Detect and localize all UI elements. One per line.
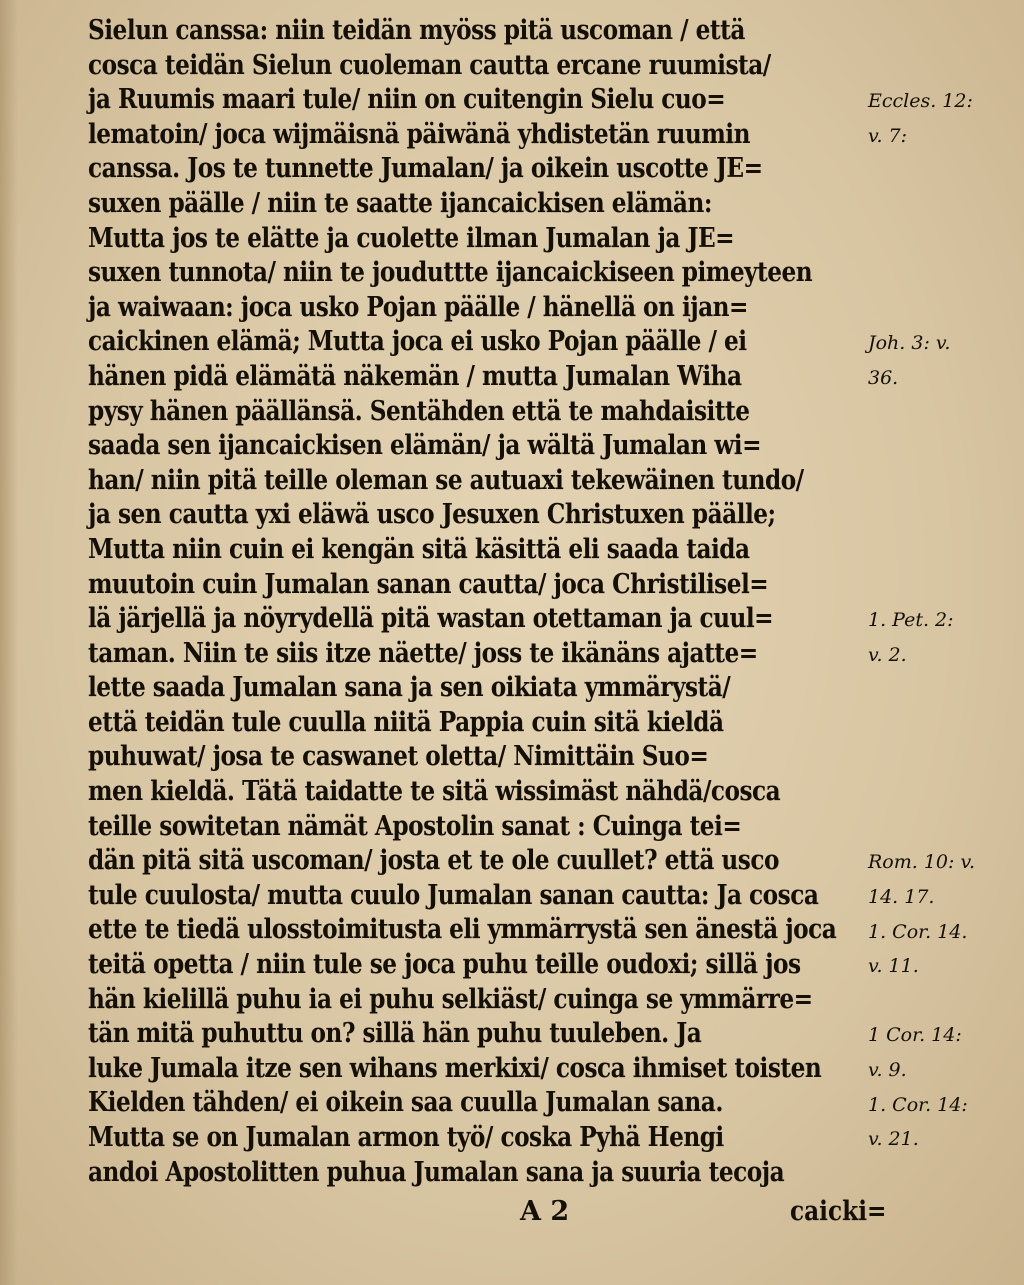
margin-reference: Eccles. 12: bbox=[868, 90, 973, 113]
text-line: Mutta niin cuin ei kengän sitä käsittä eli saada taida bbox=[88, 533, 750, 565]
text-line: Kielden tähden/ ei oikein saa cuulla Jumalan sana. bbox=[88, 1087, 723, 1119]
text-line: men kieldä. Tätä taidatte te sitä wissimäst nähdä/cosca bbox=[88, 776, 781, 808]
text-line: lä järjellä ja nöyrydellä pitä wastan otettaman ja cuul= bbox=[88, 603, 774, 635]
margin-reference: v. 7: bbox=[868, 124, 908, 147]
margin-reference: 1. Pet. 2: bbox=[868, 609, 954, 632]
margin-reference: 36. bbox=[868, 367, 899, 389]
margin-reference: Rom. 10: v. bbox=[868, 851, 975, 874]
text-line: caickinen elämä; Mutta joca ei usko Pojan päälle / ei bbox=[88, 326, 747, 358]
text-line: että teidän tule cuulla niitä Pappia cuin sitä kieldä bbox=[88, 706, 724, 738]
text-line: teitä opetta / niin tule se joca puhu teille oudoxi; sillä jos bbox=[88, 949, 801, 981]
text-line: ette te tiedä ulosstoimitusta eli ymmärrystä sen änestä joca bbox=[88, 914, 837, 946]
text-line: Sielun canssa: niin teidän myöss pitä uscoman / että bbox=[88, 15, 745, 46]
margin-reference: v. 2. bbox=[868, 643, 907, 666]
text-line: ja sen cautta yxi eläwä usco Jesuxen Christuxen päälle; bbox=[88, 499, 776, 531]
text-line: teille sowitetan nämät Apostolin sanat : Cuinga tei= bbox=[88, 810, 742, 842]
text-line: pysy hänen päällänsä. Sentähden että te mahdaisitte bbox=[88, 395, 750, 427]
body-text bbox=[88, 14, 873, 1190]
text-line: tän mitä puhuttu on? sillä hän puhu tuuleben. Ja bbox=[88, 1018, 702, 1050]
text-line: hän kielillä puhu ia ei puhu selkiäst/ cuinga se ymmärre= bbox=[88, 983, 813, 1015]
text-line: luke Jumala itze sen wihans merkixi/ cosca ihmiset toisten bbox=[88, 1052, 822, 1084]
text-line: suxen tunnota/ niin te jouduttte ijancaickiseen pimeyteen bbox=[88, 257, 813, 289]
signature-mark: A 2 bbox=[520, 1196, 570, 1227]
text-line: saada sen ijancaickisen elämän/ ja wältä Jumalan wi= bbox=[88, 430, 762, 462]
margin-reference: Joh. 3: v. bbox=[868, 332, 951, 355]
text-line: puhuwat/ josa te caswanet oletta/ Nimittäin Suo= bbox=[88, 741, 709, 773]
text-line: ja Ruumis maari tule/ niin on cuitengin Sielu cuo= bbox=[88, 84, 726, 116]
margin-reference: 1. Cor. 14: bbox=[868, 1093, 968, 1116]
text-line: Mutta jos te elätte ja cuolette ilman Jumalan ja JE= bbox=[88, 222, 735, 254]
text-line: ja waiwaan: joca usko Pojan päälle / hänellä on ijan= bbox=[88, 291, 748, 323]
margin-reference: v. 21. bbox=[868, 1128, 919, 1151]
text-line: taman. Niin te siis itze näette/ joss te ikänäns ajatte= bbox=[88, 637, 758, 669]
text-line: muutoin cuin Jumalan sanan cautta/ joca Christilisel= bbox=[88, 568, 769, 600]
page-footer bbox=[0, 1196, 1024, 1236]
text-line: tule cuulosta/ mutta cuulo Jumalan sanan cautta: Ja cosca bbox=[88, 879, 819, 911]
catchword: caicki= bbox=[790, 1196, 887, 1227]
margin-reference: 1 Cor. 14: bbox=[868, 1024, 962, 1047]
margin-reference: v. 9. bbox=[868, 1059, 907, 1081]
text-line: cosca teidän Sielun cuoleman cautta ercane ruumista/ bbox=[88, 49, 771, 81]
text-line: lematoin/ joca wijmäisnä päiwänä yhdistetän ruumin bbox=[88, 118, 750, 150]
text-line: andoi Apostolitten puhua Jumalan sana ja suuria tecoja bbox=[88, 1156, 785, 1188]
text-line: Mutta se on Jumalan armon työ/ coska Pyhä Hengi bbox=[88, 1122, 724, 1153]
text-line: han/ niin pitä teille oleman se autuaxi tekewäinen tundo/ bbox=[88, 464, 804, 496]
text-line: suxen päälle / niin te saatte ijancaickisen elämän: bbox=[88, 187, 712, 219]
margin-reference: 14. 17. bbox=[868, 886, 935, 908]
text-line: canssa. Jos te tunnette Jumalan/ ja oikein uscotte JE= bbox=[88, 153, 763, 185]
text-line: hänen pidä elämätä näkemän / mutta Jumalan Wiha bbox=[88, 360, 742, 392]
text-line: dän pitä sitä uscoman/ josta et te ole cuullet? että usco bbox=[88, 845, 779, 877]
margin-reference: 1. Cor. 14. bbox=[868, 920, 968, 943]
text-line: lette saada Jumalan sana ja sen oikiata ymmärystä/ bbox=[88, 672, 731, 704]
margin-reference: v. 11. bbox=[868, 955, 919, 978]
